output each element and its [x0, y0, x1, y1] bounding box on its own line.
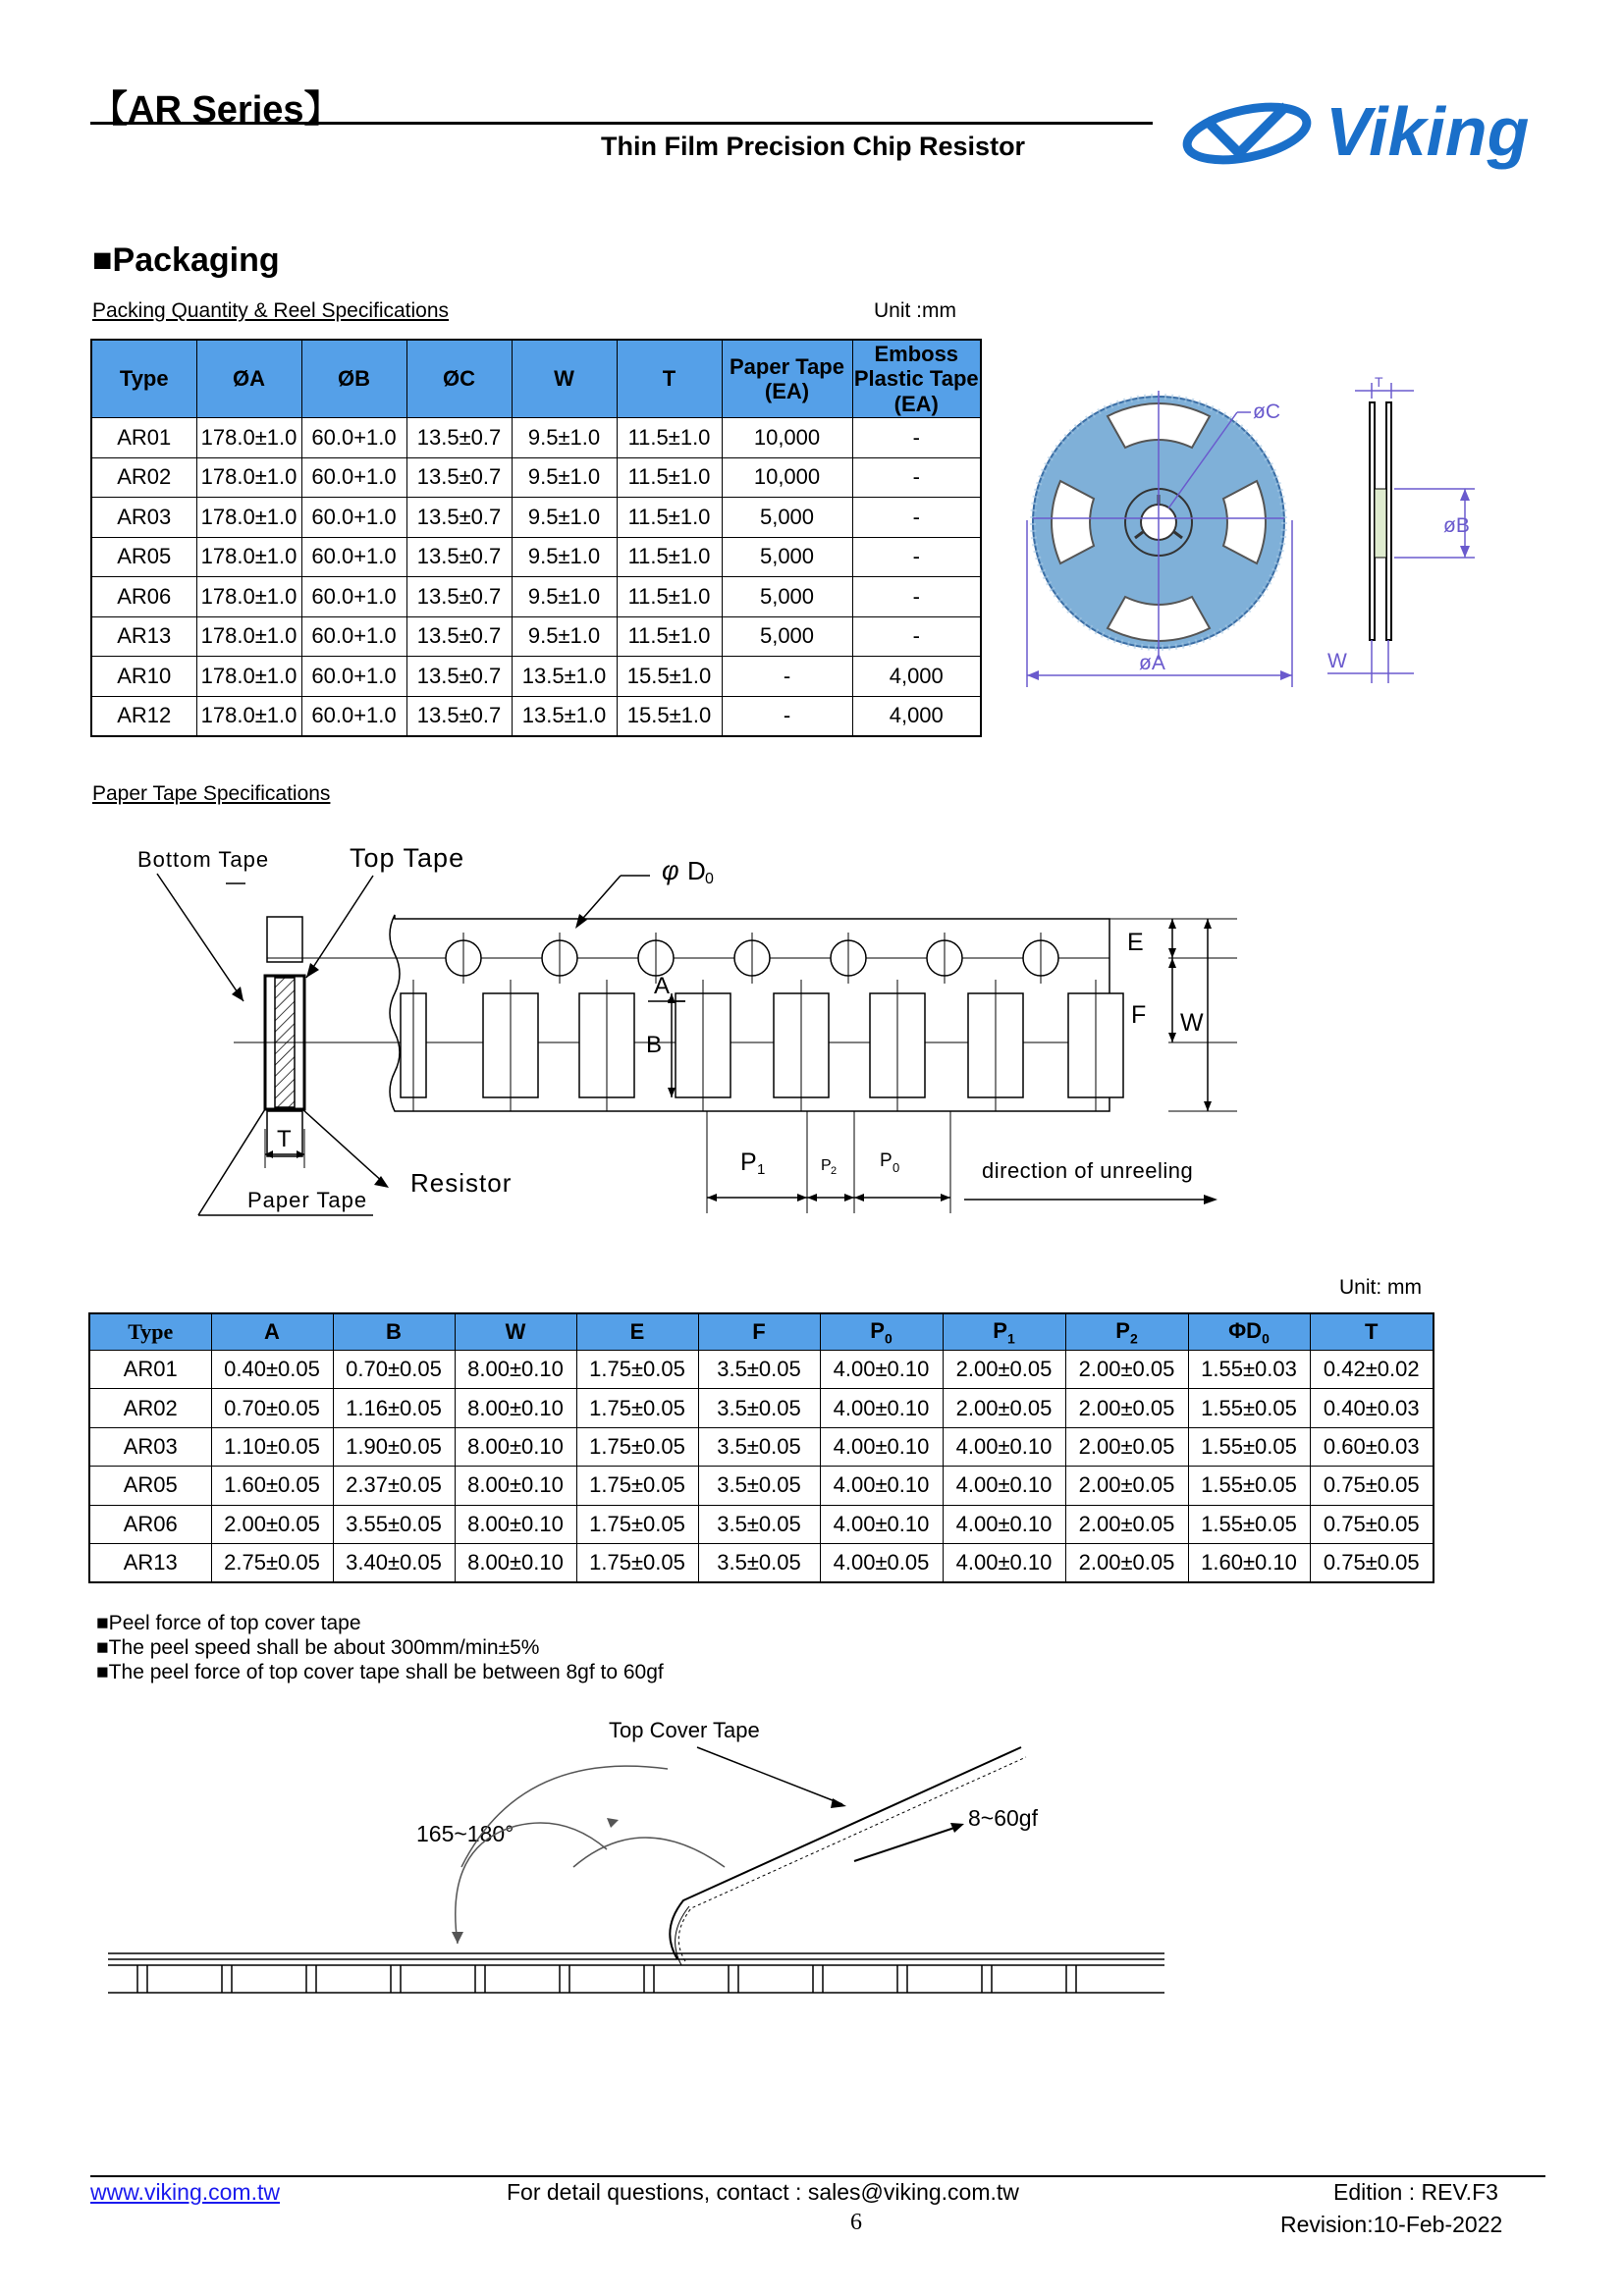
reel-cell: 4,000 — [852, 657, 981, 697]
tape-cell: 0.75±0.05 — [1310, 1467, 1434, 1505]
tape-cell: 8.00±0.10 — [455, 1467, 576, 1505]
edition-text: Edition : REV.F3 — [1333, 2179, 1498, 2205]
tape-cell: 1.55±0.05 — [1188, 1505, 1310, 1543]
reel-cell: - — [852, 577, 981, 617]
tape-cell: AR03 — [89, 1427, 211, 1466]
dim-t-tape-label: T — [277, 1126, 292, 1152]
tape-cell: 4.00±0.10 — [820, 1505, 943, 1543]
reel-cell: 60.0+1.0 — [301, 418, 406, 458]
reel-cell: - — [722, 657, 852, 697]
svg-text:0: 0 — [705, 871, 714, 887]
reel-cell: 60.0+1.0 — [301, 657, 406, 697]
reel-cell: AR10 — [91, 657, 196, 697]
tape-cell: AR06 — [89, 1505, 211, 1543]
reel-cell: 178.0±1.0 — [196, 616, 301, 657]
reel-col-header: W — [512, 340, 617, 418]
tape-col-header: E — [576, 1313, 698, 1351]
reel-cell: AR13 — [91, 616, 196, 657]
tape-col-header: Type — [89, 1313, 211, 1351]
tape-cell: 2.00±0.05 — [1065, 1467, 1188, 1505]
reel-cell: AR05 — [91, 537, 196, 577]
dim-c-label: øC — [1253, 400, 1280, 423]
reel-cell: 13.5±0.7 — [406, 577, 512, 617]
reel-col-header: Emboss Plastic Tape (EA) — [852, 340, 981, 418]
direction-label: direction of unreeling — [982, 1158, 1194, 1183]
svg-text:1: 1 — [757, 1161, 766, 1178]
tape-cell: 1.75±0.05 — [576, 1389, 698, 1427]
d0-label: D — [687, 856, 706, 885]
bottom-tape-label: Bottom Tape — [137, 847, 270, 872]
reel-cell: 15.5±1.0 — [617, 657, 722, 697]
reel-cell: 9.5±1.0 — [512, 498, 617, 538]
tape-col-header: B — [333, 1313, 455, 1351]
p2-label: P — [821, 1157, 832, 1174]
reel-table-row — [91, 537, 981, 577]
website-link[interactable]: www.viking.com.tw — [90, 2179, 280, 2205]
paper-tape-label: Paper Tape — [247, 1188, 368, 1212]
tape-cell: 3.5±0.05 — [698, 1505, 820, 1543]
tape-cell: 8.00±0.10 — [455, 1543, 576, 1582]
tape-cell: 0.75±0.05 — [1310, 1543, 1434, 1582]
tape-cell: 0.70±0.05 — [211, 1389, 333, 1427]
reel-cell: 13.5±0.7 — [406, 616, 512, 657]
dim-a-label: øA — [1139, 652, 1165, 674]
reel-cell: 10,000 — [722, 457, 852, 498]
dim-w-tape-label: W — [1180, 1009, 1204, 1037]
reel-col-header: ØC — [406, 340, 512, 418]
brand-name: Viking — [1325, 93, 1530, 170]
reel-cell: 11.5±1.0 — [617, 577, 722, 617]
reel-front-view — [1027, 391, 1292, 687]
tape-caption: Paper Tape Specifications — [92, 782, 331, 805]
tape-cell: 2.00±0.05 — [1065, 1389, 1188, 1427]
tape-cell: 3.5±0.05 — [698, 1467, 820, 1505]
reel-cell: 13.5±0.7 — [406, 498, 512, 538]
tape-cell: 3.5±0.05 — [698, 1427, 820, 1466]
reel-cell: AR03 — [91, 498, 196, 538]
tape-cell: 4.00±0.10 — [943, 1543, 1065, 1582]
reel-cell: 60.0+1.0 — [301, 537, 406, 577]
reel-caption: Packing Quantity & Reel Specifications — [92, 299, 450, 322]
reel-col-header: Paper Tape (EA) — [722, 340, 852, 418]
reel-cell: 178.0±1.0 — [196, 457, 301, 498]
reel-cell: 13.5±0.7 — [406, 457, 512, 498]
p1-label: P — [740, 1148, 757, 1176]
reel-cell: 60.0+1.0 — [301, 616, 406, 657]
tape-cell: 0.70±0.05 — [333, 1351, 455, 1389]
reel-col-header: ØB — [301, 340, 406, 418]
tape-cell: 2.00±0.05 — [943, 1389, 1065, 1427]
tape-cell: 1.55±0.05 — [1188, 1467, 1310, 1505]
peel-bullet-1: ■Peel force of top cover tape — [96, 1612, 361, 1634]
tape-cell: 1.75±0.05 — [576, 1351, 698, 1389]
reel-cell: 11.5±1.0 — [617, 418, 722, 458]
page-number: 6 — [850, 2210, 862, 2235]
tape-cell: 1.75±0.05 — [576, 1467, 698, 1505]
tape-cell: 2.00±0.05 — [1065, 1351, 1188, 1389]
tape-cell: 1.10±0.05 — [211, 1427, 333, 1466]
tape-cell: 0.60±0.03 — [1310, 1427, 1434, 1466]
dim-e-label: E — [1127, 929, 1144, 956]
tape-col-header: T — [1310, 1313, 1434, 1351]
tape-table-row — [89, 1505, 1434, 1543]
reel-cell: 60.0+1.0 — [301, 498, 406, 538]
tape-table-row — [89, 1389, 1434, 1427]
reel-cell: AR06 — [91, 577, 196, 617]
reel-cell: 10,000 — [722, 418, 852, 458]
peel-bullet-3: ■The peel force of top cover tape shall be between 8gf to 60gf — [96, 1661, 664, 1683]
reel-cell: 13.5±0.7 — [406, 537, 512, 577]
dim-t-label: T — [1375, 374, 1383, 390]
tape-cell: 1.90±0.05 — [333, 1427, 455, 1466]
reel-cell: 13.5±0.7 — [406, 657, 512, 697]
reel-cell: 5,000 — [722, 577, 852, 617]
tape-cell: 4.00±0.10 — [820, 1427, 943, 1466]
reel-cell: 15.5±1.0 — [617, 696, 722, 736]
reel-cell: 5,000 — [722, 616, 852, 657]
cover-tape-label: Top Cover Tape — [609, 1718, 760, 1742]
dim-b-tape-label: B — [646, 1032, 663, 1058]
reel-table-row — [91, 696, 981, 736]
tape-top-view — [267, 856, 1237, 1213]
tape-cell: 0.75±0.05 — [1310, 1505, 1434, 1543]
reel-cell: 4,000 — [852, 696, 981, 736]
tape-cell: 1.55±0.05 — [1188, 1389, 1310, 1427]
reel-cell: 13.5±1.0 — [512, 696, 617, 736]
svg-text:2: 2 — [831, 1165, 838, 1177]
tape-table-row — [89, 1543, 1434, 1582]
tape-cell: 1.75±0.05 — [576, 1427, 698, 1466]
dim-f-label: F — [1131, 1001, 1147, 1029]
tape-cell: AR01 — [89, 1351, 211, 1389]
tape-cell: 1.55±0.05 — [1188, 1427, 1310, 1466]
tape-cell: AR05 — [89, 1467, 211, 1505]
reel-cell: 60.0+1.0 — [301, 696, 406, 736]
tape-cell: 2.00±0.05 — [1065, 1427, 1188, 1466]
header-rule — [90, 122, 1153, 125]
tape-cell: 8.00±0.10 — [455, 1351, 576, 1389]
tape-col-header: F — [698, 1313, 820, 1351]
section-title: ■Packaging — [92, 241, 280, 279]
reel-table-row — [91, 657, 981, 697]
reel-cell: 5,000 — [722, 537, 852, 577]
reel-table-row — [91, 457, 981, 498]
reel-cell: - — [852, 616, 981, 657]
tape-cell: 3.5±0.05 — [698, 1543, 820, 1582]
reel-col-header: T — [617, 340, 722, 418]
reel-cell: 13.5±1.0 — [512, 657, 617, 697]
tape-cell: 4.00±0.10 — [820, 1351, 943, 1389]
paper-tape-diagram — [128, 834, 1257, 1227]
reel-cell: 9.5±1.0 — [512, 537, 617, 577]
tape-cell: 1.75±0.05 — [576, 1543, 698, 1582]
tape-col-header: $P_2$ — [1065, 1313, 1188, 1351]
reel-spec-table — [90, 339, 982, 737]
reel-col-header: Type — [91, 340, 196, 418]
tape-cell: 2.75±0.05 — [211, 1543, 333, 1582]
force-label: 8~60gf — [968, 1805, 1038, 1831]
reel-cell: - — [852, 418, 981, 458]
reel-table-row — [91, 577, 981, 617]
reel-cell: 178.0±1.0 — [196, 418, 301, 458]
tape-table-row — [89, 1351, 1434, 1389]
tape-cell: 1.16±0.05 — [333, 1389, 455, 1427]
document-subtitle: Thin Film Precision Chip Resistor — [601, 132, 1026, 161]
tape-cell: 2.00±0.05 — [211, 1505, 333, 1543]
reel-cell: - — [852, 457, 981, 498]
tape-cell: AR13 — [89, 1543, 211, 1582]
reel-cell: 178.0±1.0 — [196, 577, 301, 617]
tape-unit: Unit: mm — [1339, 1276, 1422, 1299]
top-tape-label: Top Tape — [350, 843, 465, 873]
reel-cell: AR01 — [91, 418, 196, 458]
reel-cell: 178.0±1.0 — [196, 657, 301, 697]
tape-cell: 4.00±0.05 — [820, 1543, 943, 1582]
tape-cell: 2.00±0.05 — [943, 1351, 1065, 1389]
reel-col-header: ØA — [196, 340, 301, 418]
tape-cell: 4.00±0.10 — [820, 1389, 943, 1427]
reel-cell: 9.5±1.0 — [512, 418, 617, 458]
reel-table-row — [91, 616, 981, 657]
dim-b-label: øB — [1443, 514, 1470, 537]
angle-label: 165~180° — [416, 1821, 514, 1846]
viking-logo — [1178, 82, 1551, 181]
p0-label: P — [880, 1150, 893, 1171]
tape-cell: AR02 — [89, 1389, 211, 1427]
tape-col-header: $P_0$ — [820, 1313, 943, 1351]
tape-cell: 0.40±0.03 — [1310, 1389, 1434, 1427]
reel-cell: 178.0±1.0 — [196, 537, 301, 577]
reel-cell: 11.5±1.0 — [617, 616, 722, 657]
reel-cell: 5,000 — [722, 498, 852, 538]
tape-cell: 0.40±0.05 — [211, 1351, 333, 1389]
reel-cell: 9.5±1.0 — [512, 457, 617, 498]
reel-cell: AR02 — [91, 457, 196, 498]
footer-rule — [90, 2175, 1545, 2177]
tape-cell: 2.00±0.05 — [1065, 1543, 1188, 1582]
reel-cell: 178.0±1.0 — [196, 498, 301, 538]
reel-table-row — [91, 418, 981, 458]
reel-unit: Unit :mm — [874, 299, 956, 322]
tape-col-header: $P_1$ — [943, 1313, 1065, 1351]
reel-cell: 60.0+1.0 — [301, 457, 406, 498]
reel-cell: - — [852, 498, 981, 538]
tape-cell: 4.00±0.10 — [943, 1467, 1065, 1505]
reel-cell: 11.5±1.0 — [617, 457, 722, 498]
reel-cell: 13.5±0.7 — [406, 418, 512, 458]
tape-cell: 1.75±0.05 — [576, 1505, 698, 1543]
tape-cell: 8.00±0.10 — [455, 1505, 576, 1543]
tape-cell: 4.00±0.10 — [943, 1505, 1065, 1543]
tape-cell: 3.55±0.05 — [333, 1505, 455, 1543]
tape-table-row — [89, 1427, 1434, 1466]
reel-side-view — [1327, 374, 1475, 683]
reel-cell: 178.0±1.0 — [196, 696, 301, 736]
reel-cell: 13.5±0.7 — [406, 696, 512, 736]
tape-cell: 4.00±0.10 — [820, 1467, 943, 1505]
reel-table-row — [91, 498, 981, 538]
revision-text: Revision:10-Feb-2022 — [1280, 2212, 1503, 2237]
reel-cell: - — [722, 696, 852, 736]
tape-cell: 8.00±0.10 — [455, 1427, 576, 1466]
reel-cell: 9.5±1.0 — [512, 577, 617, 617]
tape-spec-table — [88, 1312, 1434, 1583]
tape-cell: 3.5±0.05 — [698, 1389, 820, 1427]
reel-diagram — [1021, 373, 1532, 697]
series-title: 【AR Series】 — [90, 89, 342, 131]
tape-col-header: W — [455, 1313, 576, 1351]
tape-cell: 4.00±0.10 — [943, 1427, 1065, 1466]
tape-cell: 0.42±0.02 — [1310, 1351, 1434, 1389]
reel-cell: - — [852, 537, 981, 577]
tape-cell: 1.60±0.05 — [211, 1467, 333, 1505]
d0-symbol: φ — [662, 856, 679, 885]
contact-text: For detail questions, contact : sales@viking.com.tw — [507, 2179, 1019, 2205]
tape-cell: 2.37±0.05 — [333, 1467, 455, 1505]
reel-cell: 11.5±1.0 — [617, 498, 722, 538]
tape-cell: 3.40±0.05 — [333, 1543, 455, 1582]
tape-table-row — [89, 1467, 1434, 1505]
reel-cell: 11.5±1.0 — [617, 537, 722, 577]
tape-cell: 1.60±0.10 — [1188, 1543, 1310, 1582]
reel-cell: 9.5±1.0 — [512, 616, 617, 657]
tape-col-header: $\Phi D_0$ — [1188, 1313, 1310, 1351]
dim-w-label: W — [1327, 650, 1347, 672]
resistor-label: Resistor — [410, 1168, 513, 1198]
reel-cell: AR12 — [91, 696, 196, 736]
peel-diagram — [108, 1708, 1178, 2002]
tape-cell: 2.00±0.05 — [1065, 1505, 1188, 1543]
dim-a-tape-label: A — [654, 973, 671, 999]
tape-cell: 3.5±0.05 — [698, 1351, 820, 1389]
tape-cell: 1.55±0.03 — [1188, 1351, 1310, 1389]
svg-text:0: 0 — [893, 1160, 900, 1175]
reel-cell: 60.0+1.0 — [301, 577, 406, 617]
tape-col-header: A — [211, 1313, 333, 1351]
tape-cell: 8.00±0.10 — [455, 1389, 576, 1427]
peel-bullet-2: ■The peel speed shall be about 300mm/min±5% — [96, 1636, 540, 1659]
